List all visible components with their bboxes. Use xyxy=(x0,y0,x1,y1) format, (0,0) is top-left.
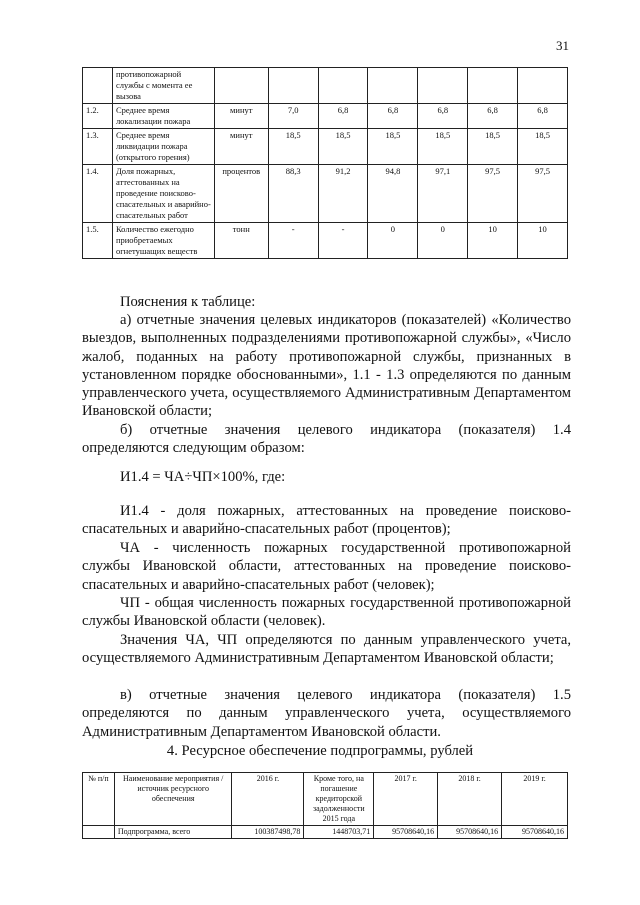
resource-data-cell: 95708640,16 xyxy=(374,826,438,839)
indicator-value: 97,5 xyxy=(468,165,518,223)
resource-header-cell: 2016 г. xyxy=(232,773,304,826)
indicator-row xyxy=(83,223,568,259)
resource-data-cell: 1448703,71 xyxy=(304,826,374,839)
indicator-value xyxy=(418,68,468,104)
indicator-value xyxy=(268,68,318,104)
resource-data-cell: Подпрограмма, всего xyxy=(114,826,232,839)
explanations-heading: Пояснения к таблице: xyxy=(120,294,256,310)
indicator-number xyxy=(83,68,113,104)
indicator-value: 18,5 xyxy=(268,129,318,165)
indicator-value: 91,2 xyxy=(318,165,368,223)
indicator-name: противопожарной службы с момента ее вызова xyxy=(112,68,214,104)
indicator-value: 18,5 xyxy=(468,129,518,165)
indicator-number: 1.5. xyxy=(83,223,113,259)
resource-header-cell: Кроме того, на погашение кредиторской задолженности 2015 года xyxy=(304,773,374,826)
indicator-value: 97,1 xyxy=(418,165,468,223)
indicator-row xyxy=(83,129,568,165)
resource-data-cell: 95708640,16 xyxy=(502,826,568,839)
indicator-value: 18,5 xyxy=(368,129,418,165)
resource-header-cell: 2017 г. xyxy=(374,773,438,826)
paragraph-values: Значения ЧА, ЧП определяются по данным управленческого учета, осуществляемого Административным Департаментом Ивановской области; xyxy=(82,632,571,667)
resource-header-cell: № п/п xyxy=(83,773,115,826)
resource-header-cell: 2019 г. xyxy=(502,773,568,826)
indicator-value: 10 xyxy=(468,223,518,259)
indicator-value: 6,8 xyxy=(318,104,368,129)
page-number: 31 xyxy=(556,38,569,53)
resource-data-cell: 95708640,16 xyxy=(438,826,502,839)
indicator-value xyxy=(518,68,568,104)
indicator-name: Среднее время ликвидации пожара (открытого горения) xyxy=(112,129,214,165)
resource-header-cell: Наименование мероприятия / источник ресурсного обеспечения xyxy=(114,773,232,826)
indicator-value: 10 xyxy=(518,223,568,259)
indicator-unit: минут xyxy=(214,129,268,165)
indicator-value: 6,8 xyxy=(368,104,418,129)
paragraph-a: а) отчетные значения целевых индикаторов (показателей) «Количество выездов, выполненных подразделениями противопожарной службы», «Число жалоб, поданных на работу противопожарной службы, признанных в установленном порядке обоснованными», 1.1 - 1.3 определяются по данным управленческого учета, осуществляемого Административным Департаментом Ивановской области; xyxy=(82,312,571,420)
paragraph-b: б) отчетные значения целевого индикатора (показателя) 1.4 определяются следующим образом: xyxy=(82,422,571,457)
indicator-value: 6,8 xyxy=(518,104,568,129)
indicator-value: 0 xyxy=(368,223,418,259)
indicator-value: 88,3 xyxy=(268,165,318,223)
indicator-number: 1.4. xyxy=(83,165,113,223)
indicator-name: Среднее время локализации пожара xyxy=(112,104,214,129)
resource-data-cell: 100387498,78 xyxy=(232,826,304,839)
indicator-value xyxy=(318,68,368,104)
indicator-value: 18,5 xyxy=(318,129,368,165)
indicator-value: - xyxy=(318,223,368,259)
definition-cha: ЧА - численность пожарных государственной противопожарной службы Ивановской области, аттестованных на проведение поисково-спасательных и аварийно-спасательных работ (человек); xyxy=(82,540,571,593)
indicator-number: 1.3. xyxy=(83,129,113,165)
resource-data-row xyxy=(83,826,568,839)
indicator-number: 1.2. xyxy=(83,104,113,129)
resource-header-cell: 2018 г. xyxy=(438,773,502,826)
section-title: 4. Ресурсное обеспечение подпрограммы, рублей xyxy=(166,743,474,759)
indicator-row xyxy=(83,165,568,223)
indicator-value: 6,8 xyxy=(418,104,468,129)
indicator-row xyxy=(83,104,568,129)
indicator-value: 6,8 xyxy=(468,104,518,129)
paragraph-c: в) отчетные значения целевого индикатора (показателя) 1.5 определяются по данным управленческого учета, осуществляемого Административным Департаментом Ивановской области. xyxy=(82,687,571,740)
indicator-value: 0 xyxy=(418,223,468,259)
formula: И1.4 = ЧА÷ЧП×100%, где: xyxy=(120,469,286,485)
indicator-value: 97,5 xyxy=(518,165,568,223)
indicator-value xyxy=(368,68,418,104)
indicator-unit: тонн xyxy=(214,223,268,259)
indicator-value xyxy=(468,68,518,104)
indicator-value: 7,0 xyxy=(268,104,318,129)
indicator-unit: процентов xyxy=(214,165,268,223)
indicator-value: - xyxy=(268,223,318,259)
indicator-row xyxy=(83,68,568,104)
indicator-value: 18,5 xyxy=(518,129,568,165)
definition-chp: ЧП - общая численность пожарных государственной противопожарной службы Ивановской области (человек). xyxy=(82,595,571,630)
resource-table xyxy=(82,772,568,839)
resource-data-cell xyxy=(83,826,115,839)
indicator-name: Доля пожарных, аттестованных на проведение поисково-спасательных и аварийно-спасательных работ xyxy=(112,165,214,223)
indicator-value: 18,5 xyxy=(418,129,468,165)
resource-header-row xyxy=(83,773,568,826)
indicator-unit xyxy=(214,68,268,104)
indicator-value: 94,8 xyxy=(368,165,418,223)
indicator-name: Количество ежегодно приобретаемых огнетушащих веществ xyxy=(112,223,214,259)
indicators-table xyxy=(82,67,568,259)
definition-i14: И1.4 - доля пожарных, аттестованных на проведение поисково-спасательных и аварийно-спасательных работ (процентов); xyxy=(82,503,571,538)
indicator-unit: минут xyxy=(214,104,268,129)
